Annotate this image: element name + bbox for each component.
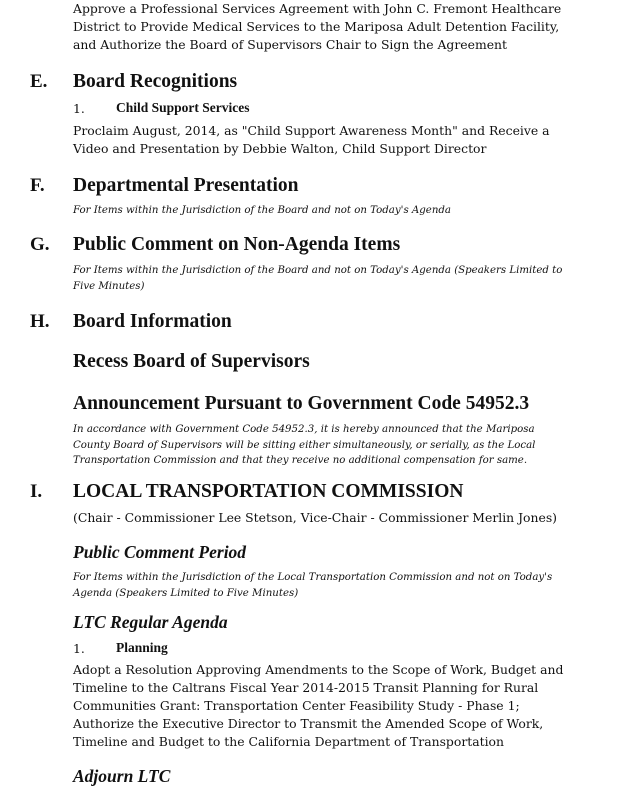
announcement-line: County Board of Supervisors will be sitting either simultaneously, or serially, as the Local <box>73 439 536 451</box>
section-e-line: Proclaim August, 2014, as "Child Support Awareness Month" and Receive a <box>73 123 550 138</box>
public-comment-heading: Public Comment Period <box>73 542 247 562</box>
announcement-text <box>73 422 608 469</box>
adjourn-ltc-heading: Adjourn LTC <box>73 766 171 786</box>
section-f-note <box>73 203 608 219</box>
section-g-note <box>73 263 608 294</box>
planning-line: Timeline and Budget to the California Department of Transportation <box>73 734 504 749</box>
planning-line: Authorize the Executive Director to Transmit the Amended Scope of Work, <box>73 716 544 731</box>
planning-paragraph <box>73 661 603 751</box>
section-g-note-line: Five Minutes) <box>73 280 145 292</box>
planning-item-title: Planning <box>116 640 168 655</box>
section-e-letter: E. <box>30 71 48 92</box>
public-comment-line: For Items within the Jurisdiction of the Local Transportation Commission and not on Today's <box>73 572 553 583</box>
section-h-title: Board Information <box>73 311 232 332</box>
announcement-line: In accordance with Government Code 54952.3, it is hereby announced that the Mariposa <box>73 424 535 435</box>
section-f-letter: F. <box>30 175 45 196</box>
section-e-item-title: Child Support Services <box>116 100 250 115</box>
planning-line: Adopt a Resolution Approving Amendments to the Scope of Work, Budget and <box>73 662 564 677</box>
announcement-line: Transportation Commission and that they receive no additional compensation for same. <box>73 455 528 466</box>
section-f-note-line: For Items within the Jurisdiction of the Board and not on Today's Agenda <box>73 205 451 216</box>
recess-heading: Recess Board of Supervisors <box>73 351 310 372</box>
ltc-regular-agenda-heading: LTC Regular Agenda <box>73 612 228 632</box>
section-e-item-number: 1. <box>73 101 85 116</box>
intro-line: Approve a Professional Services Agreement with John C. Fremont Healthcare <box>73 1 562 16</box>
section-g-letter: G. <box>30 234 50 255</box>
section-e-paragraph <box>73 122 603 158</box>
intro-paragraph <box>73 0 603 54</box>
public-comment-note <box>73 570 608 601</box>
planning-line: Communities Grant: Transportation Center Feasibility Study - Phase 1; <box>73 698 520 713</box>
public-comment-line: Agenda (Speakers Limited to Five Minutes) <box>73 587 299 599</box>
planning-line: Timeline to the Caltrans Fiscal Year 2014-2015 Transit Planning for Rural <box>73 680 539 695</box>
chair-line-text: (Chair - Commissioner Lee Stetson, Vice-Chair - Commissioner Merlin Jones) <box>73 510 558 525</box>
chair-line <box>73 509 603 527</box>
planning-item-number: 1. <box>73 641 85 656</box>
section-h-letter: H. <box>30 311 50 332</box>
section-g-note-line: For Items within the Jurisdiction of the Board and not on Today's Agenda (Speakers Limited to <box>73 265 563 276</box>
intro-line: District to Provide Medical Services to the Mariposa Adult Detention Facility, <box>73 19 560 34</box>
section-g-title: Public Comment on Non-Agenda Items <box>73 234 401 255</box>
intro-line: and Authorize the Board of Supervisors Chair to Sign the Agreement <box>73 37 507 52</box>
section-f-title: Departmental Presentation <box>73 175 299 196</box>
section-e-line: Video and Presentation by Debbie Walton, Child Support Director <box>73 141 487 156</box>
announcement-heading: Announcement Pursuant to Government Code 54952.3 <box>73 393 530 414</box>
section-i-title: LOCAL TRANSPORTATION COMMISSION <box>73 481 464 502</box>
section-i-letter: I. <box>30 481 43 502</box>
section-e-title: Board Recognitions <box>73 71 238 92</box>
